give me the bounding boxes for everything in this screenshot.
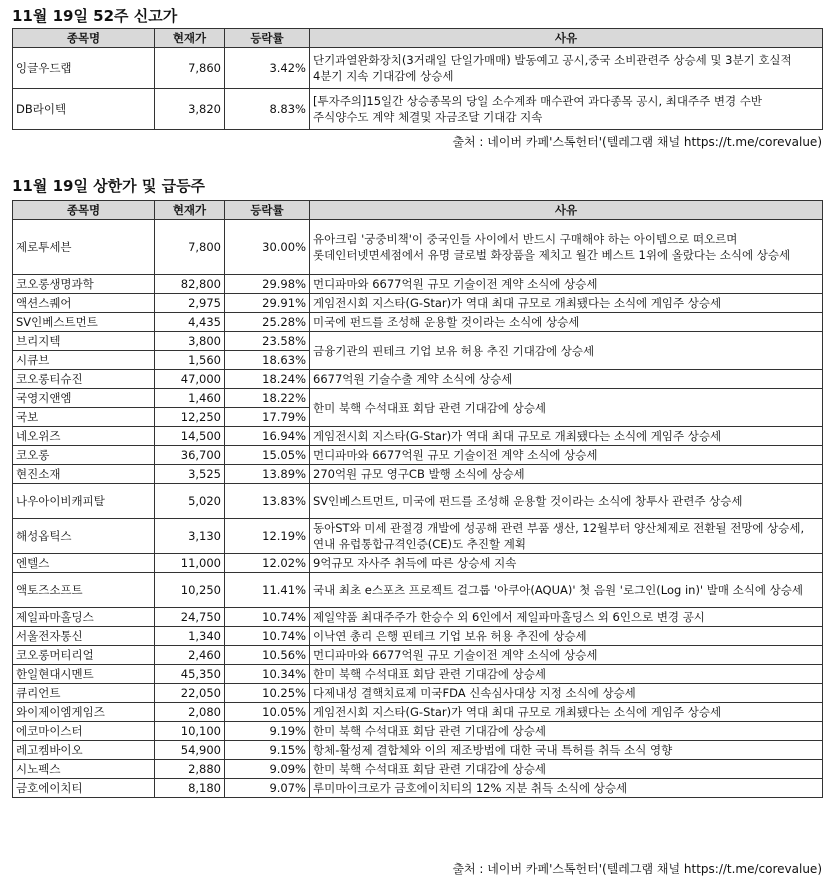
stock-price: 1,460 (155, 389, 225, 408)
stock-price: 8,180 (155, 779, 225, 798)
stock-change: 18.63% (225, 351, 310, 370)
table-row (13, 89, 823, 130)
stock-change: 3.42% (225, 48, 310, 89)
stock-price: 2,460 (155, 646, 225, 665)
table-row (13, 465, 823, 484)
stock-reason: 루미마이크로가 금호에이치티의 12% 지분 취득 소식에 상승세 (310, 779, 823, 798)
header-reason: 사유 (310, 29, 823, 48)
stock-change: 10.74% (225, 608, 310, 627)
stock-reason: 유아크림 '궁중비책'이 중국인들 사이에서 반드시 구매해야 하는 아이템으로 떠오르며 롯데인터넷면세점에서 유명 글로벌 화장품을 제치고 월간 베스트 1위에 올랐다는 소식에 상승세 (310, 220, 823, 275)
table-row (13, 779, 823, 798)
section2-title: 11월 19일 상한가 및 급등주 (12, 177, 206, 195)
stock-reason: 먼디파마와 6677억원 규모 기술이전 계약 소식에 상승세 (310, 446, 823, 465)
stock-name: 코오롱머티리얼 (13, 646, 155, 665)
stock-reason: 금융기관의 핀테크 기업 보유 허용 추진 기대감에 상승세 (310, 332, 823, 370)
table-header-row (13, 201, 823, 220)
stock-change: 10.25% (225, 684, 310, 703)
stock-name: 서울전자통신 (13, 627, 155, 646)
stock-name: 제로투세븐 (13, 220, 155, 275)
table-row (13, 48, 823, 89)
header-price: 현재가 (155, 29, 225, 48)
stock-reason: 먼디파마와 6677억원 규모 기술이전 계약 소식에 상승세 (310, 646, 823, 665)
header-name: 종목명 (13, 29, 155, 48)
stock-change: 29.91% (225, 294, 310, 313)
stock-change: 10.34% (225, 665, 310, 684)
stock-change: 18.22% (225, 389, 310, 408)
stock-price: 3,130 (155, 519, 225, 554)
stock-name: 액토즈소프트 (13, 573, 155, 608)
stock-reason: 게임전시회 지스타(G-Star)가 역대 최대 규모로 개최됐다는 소식에 게임주 상승세 (310, 294, 823, 313)
stock-change: 16.94% (225, 427, 310, 446)
stock-change: 17.79% (225, 408, 310, 427)
stock-reason: 항체-활성제 결합체와 이의 제조방법에 대한 국내 특허를 취득 소식 영향 (310, 741, 823, 760)
header-change: 등락률 (225, 201, 310, 220)
stock-reason: 동아ST와 미세 관절경 개발에 성공해 관련 부품 생산, 12월부터 양산체제로 전환될 전망에 상승세, 연내 유럽통합규격인증(CE)도 추진할 계획 (310, 519, 823, 554)
stock-name: DB라이텍 (13, 89, 155, 130)
stock-reason: 6677억원 기술수출 계약 소식에 상승세 (310, 370, 823, 389)
table-row (13, 608, 823, 627)
stock-name: 나우아이비캐피탈 (13, 484, 155, 519)
stock-reason: 미국에 펀드를 조성해 운용할 것이라는 소식에 상승세 (310, 313, 823, 332)
stock-name: 현진소재 (13, 465, 155, 484)
table-row (13, 332, 823, 351)
table-row (13, 519, 823, 554)
stock-change: 18.24% (225, 370, 310, 389)
stock-reason: 한미 북핵 수석대표 회담 관련 기대감에 상승세 (310, 389, 823, 427)
stock-change: 23.58% (225, 332, 310, 351)
stock-reason: 9억규모 자사주 취득에 따른 상승세 지속 (310, 554, 823, 573)
stock-change: 9.09% (225, 760, 310, 779)
table-row (13, 294, 823, 313)
stock-name: 국영지앤엠 (13, 389, 155, 408)
stock-name: SV인베스트먼트 (13, 313, 155, 332)
stock-reason: 한미 북핵 수석대표 회담 관련 기대감에 상승세 (310, 665, 823, 684)
stock-reason: SV인베스트먼트, 미국에 펀드를 조성해 운용할 것이라는 소식에 창투사 관련주 상승세 (310, 484, 823, 519)
stock-change: 25.28% (225, 313, 310, 332)
stock-reason: 한미 북핵 수석대표 회담 관련 기대감에 상승세 (310, 760, 823, 779)
stock-name: 해성옵틱스 (13, 519, 155, 554)
stock-price: 22,050 (155, 684, 225, 703)
stock-name: 코오롱생명과학 (13, 275, 155, 294)
table-row (13, 446, 823, 465)
stock-price: 12,250 (155, 408, 225, 427)
header-change: 등락률 (225, 29, 310, 48)
stock-change: 9.19% (225, 722, 310, 741)
table-row (13, 684, 823, 703)
stock-change: 29.98% (225, 275, 310, 294)
table-row (13, 665, 823, 684)
stock-reason: [투자주의]15일간 상승종목의 당일 소수계좌 매수관여 과다종목 공시, 최대주주 변경 수반 주식양수도 계약 체결및 자금조달 기대감 지속 (310, 89, 823, 130)
table-row (13, 573, 823, 608)
stock-change: 10.56% (225, 646, 310, 665)
stock-change: 12.19% (225, 519, 310, 554)
stock-name: 엔텔스 (13, 554, 155, 573)
stock-price: 24,750 (155, 608, 225, 627)
stock-price: 36,700 (155, 446, 225, 465)
stock-change: 9.15% (225, 741, 310, 760)
stock-price: 10,250 (155, 573, 225, 608)
stock-price: 54,900 (155, 741, 225, 760)
stock-name: 시노펙스 (13, 760, 155, 779)
stock-price: 1,560 (155, 351, 225, 370)
table-row (13, 760, 823, 779)
table-row (13, 722, 823, 741)
stock-name: 금호에이치티 (13, 779, 155, 798)
header-price: 현재가 (155, 201, 225, 220)
stock-change: 10.05% (225, 703, 310, 722)
stock-name: 제일파마홀딩스 (13, 608, 155, 627)
stock-price: 3,820 (155, 89, 225, 130)
stock-name: 네오위즈 (13, 427, 155, 446)
stock-name: 한일현대시멘트 (13, 665, 155, 684)
table-row (13, 484, 823, 519)
stock-name: 시큐브 (13, 351, 155, 370)
stock-price: 82,800 (155, 275, 225, 294)
stock-reason: 게임전시회 지스타(G-Star)가 역대 최대 규모로 개최됐다는 소식에 게임주 상승세 (310, 427, 823, 446)
stock-name: 와이제이엠게임즈 (13, 703, 155, 722)
stock-reason: 제일약품 최대주주가 한승수 외 6인에서 제일파마홀딩스 외 6인으로 변경 공시 (310, 608, 823, 627)
stock-price: 47,000 (155, 370, 225, 389)
stock-change: 9.07% (225, 779, 310, 798)
stock-price: 2,880 (155, 760, 225, 779)
stock-price: 3,525 (155, 465, 225, 484)
stock-change: 13.89% (225, 465, 310, 484)
stock-change: 30.00% (225, 220, 310, 275)
header-name: 종목명 (13, 201, 155, 220)
limit-up-table (12, 200, 823, 798)
table-header-row (13, 29, 823, 48)
stock-price: 2,080 (155, 703, 225, 722)
stock-change: 12.02% (225, 554, 310, 573)
table-row (13, 370, 823, 389)
stock-price: 7,800 (155, 220, 225, 275)
stock-reason: 270억원 규모 영구CB 발행 소식에 상승세 (310, 465, 823, 484)
stock-price: 14,500 (155, 427, 225, 446)
table-row (13, 741, 823, 760)
stock-price: 2,975 (155, 294, 225, 313)
stock-name: 브리지텍 (13, 332, 155, 351)
stock-price: 45,350 (155, 665, 225, 684)
table-row (13, 389, 823, 408)
stock-price: 7,860 (155, 48, 225, 89)
table-row (13, 627, 823, 646)
stock-name: 코오롱 (13, 446, 155, 465)
stock-name: 국보 (13, 408, 155, 427)
stock-price: 11,000 (155, 554, 225, 573)
stock-price: 1,340 (155, 627, 225, 646)
stock-reason: 국내 최초 e스포츠 프로젝트 걸그룹 '아쿠아(AQUA)' 첫 음원 '로그인(Log in)' 발매 소식에 상승세 (310, 573, 823, 608)
stock-price: 5,020 (155, 484, 225, 519)
stock-price: 10,100 (155, 722, 225, 741)
table-row (13, 313, 823, 332)
stock-change: 13.83% (225, 484, 310, 519)
stock-name: 코오롱티슈진 (13, 370, 155, 389)
new-high-table (12, 28, 823, 130)
stock-change: 11.41% (225, 573, 310, 608)
table-row (13, 427, 823, 446)
stock-change: 8.83% (225, 89, 310, 130)
stock-name: 큐리언트 (13, 684, 155, 703)
stock-change: 15.05% (225, 446, 310, 465)
section1-source: 출처 : 네이버 카페'스톡헌터'(텔레그램 채널 https://t.me/corevalue) (452, 135, 822, 149)
stock-name: 에코마이스터 (13, 722, 155, 741)
stock-price: 3,800 (155, 332, 225, 351)
table-row (13, 646, 823, 665)
stock-reason: 게임전시회 지스타(G-Star)가 역대 최대 규모로 개최됐다는 소식에 게임주 상승세 (310, 703, 823, 722)
stock-name: 잉글우드랩 (13, 48, 155, 89)
stock-reason: 단기과열완화장치(3거래일 단일가매매) 발동예고 공시,중국 소비관련주 상승세 및 3분기 호실적 4분기 지속 기대감에 상승세 (310, 48, 823, 89)
header-reason: 사유 (310, 201, 823, 220)
stock-name: 레고켐바이오 (13, 741, 155, 760)
stock-reason: 이낙연 총리 은행 핀테크 기업 보유 허용 추진에 상승세 (310, 627, 823, 646)
table-row (13, 554, 823, 573)
stock-reason: 다제내성 결핵치료제 미국FDA 신속심사대상 지정 소식에 상승세 (310, 684, 823, 703)
section1-title: 11월 19일 52주 신고가 (12, 7, 178, 25)
stock-price: 4,435 (155, 313, 225, 332)
stock-reason: 한미 북핵 수석대표 회담 관련 기대감에 상승세 (310, 722, 823, 741)
stock-name: 액션스퀘어 (13, 294, 155, 313)
stock-reason: 먼디파마와 6677억원 규모 기술이전 계약 소식에 상승세 (310, 275, 823, 294)
stock-change: 10.74% (225, 627, 310, 646)
section2-source: 출처 : 네이버 카페'스톡헌터'(텔레그램 채널 https://t.me/corevalue) (452, 862, 822, 876)
table-row (13, 275, 823, 294)
table-row (13, 220, 823, 275)
table-row (13, 703, 823, 722)
